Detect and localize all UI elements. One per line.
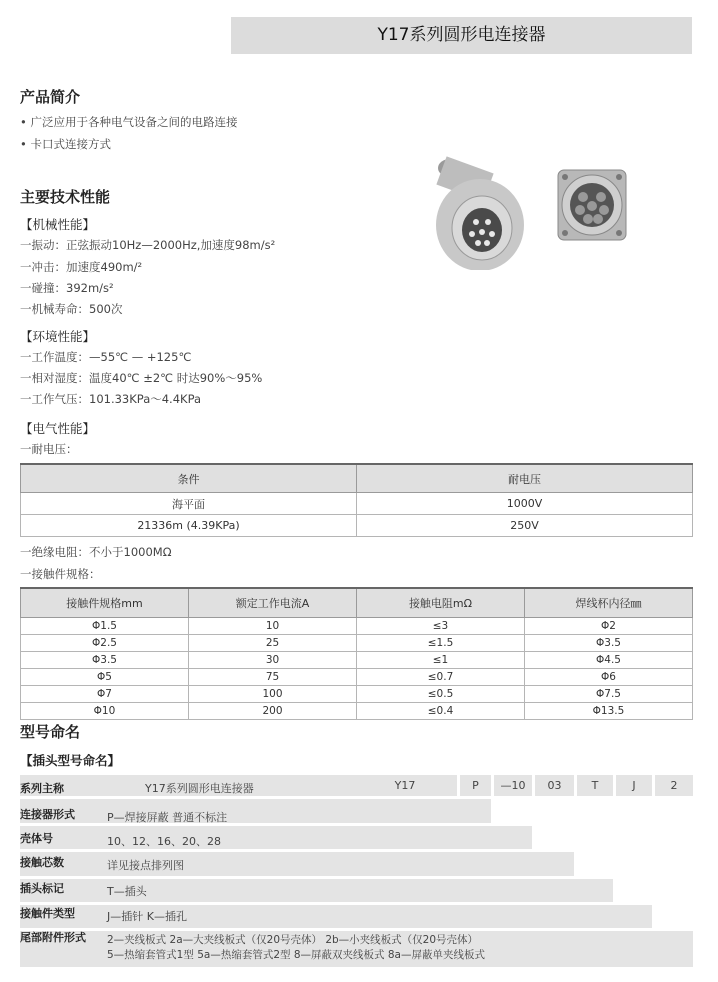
model-heading: 型号命名 bbox=[20, 723, 81, 741]
code-contacts: 03 bbox=[547, 779, 562, 792]
model-label: 壳体号 bbox=[20, 832, 53, 845]
mech-item: 一碰撞：392m/s² bbox=[20, 281, 114, 295]
table-cell: 1000V bbox=[357, 493, 693, 515]
insulation-text: 一绝缘电阻：不小于1000MΩ bbox=[20, 545, 172, 559]
voltage-label: 一耐电压： bbox=[20, 442, 78, 456]
table-cell: 10 bbox=[189, 618, 357, 635]
table-row bbox=[21, 686, 693, 703]
table-cell: 75 bbox=[189, 669, 357, 686]
model-value: 10、12、16、20、28 bbox=[107, 835, 221, 848]
table-cell: Φ3.5 bbox=[21, 652, 189, 669]
model-value: Y17系列圆形电连接器 bbox=[145, 782, 254, 795]
env-item: 一工作气压：101.33KPa～4.4KPa bbox=[20, 392, 202, 406]
table-cell: ≤3 bbox=[357, 618, 525, 635]
table-cell: Φ10 bbox=[21, 703, 189, 720]
table-cell: ≤1.5 bbox=[357, 635, 525, 652]
elec-heading: 【电气性能】 bbox=[20, 421, 96, 436]
contact-label: 一接触件规格： bbox=[20, 567, 101, 581]
table-cell: Φ4.5 bbox=[525, 652, 693, 669]
table-row bbox=[21, 669, 693, 686]
mech-item: 一冲击：加速度490m/² bbox=[20, 260, 143, 274]
table-cell: ≤0.5 bbox=[357, 686, 525, 703]
table-header-row bbox=[21, 464, 693, 493]
table-cell: 200 bbox=[189, 703, 357, 720]
model-value: T—插头 bbox=[107, 885, 147, 898]
table-cell: Φ1.5 bbox=[21, 618, 189, 635]
env-heading: 【环境性能】 bbox=[20, 329, 96, 344]
model-label: 连接器形式 bbox=[20, 808, 75, 821]
table-cell: 25 bbox=[189, 635, 357, 652]
connector-photos bbox=[420, 150, 630, 270]
intro-bullet: • 广泛应用于各种电气设备之间的电路连接 bbox=[20, 115, 238, 129]
intro-bullet: • 卡口式连接方式 bbox=[20, 137, 111, 151]
table-cell: 海平面 bbox=[21, 493, 357, 515]
model-label: 接触件类型 bbox=[20, 907, 75, 920]
mech-heading: 【机械性能】 bbox=[20, 217, 96, 232]
model-value: 详见接点排列图 bbox=[107, 859, 184, 872]
table-cell: 250V bbox=[357, 515, 693, 537]
table-header: 接触电阻mΩ bbox=[357, 588, 525, 618]
mech-item: 一振动：正弦振动10Hz—2000Hz,加速度98m/s² bbox=[20, 238, 276, 252]
table-cell: Φ7.5 bbox=[525, 686, 693, 703]
mech-item: 一机械寿命：500次 bbox=[20, 302, 123, 316]
env-item: 一工作温度：—55℃ — +125℃ bbox=[20, 350, 192, 364]
bullet-icon: • bbox=[20, 115, 31, 129]
table-cell: 21336m (4.39KPa) bbox=[21, 515, 357, 537]
table-row bbox=[21, 515, 693, 537]
table-header: 焊线杯内径㎜ bbox=[525, 588, 693, 618]
model-subheading: 【插头型号命名】 bbox=[20, 753, 121, 768]
table-header: 条件 bbox=[21, 464, 357, 493]
tech-heading: 主要技术性能 bbox=[20, 188, 111, 206]
contact-table bbox=[20, 587, 693, 720]
socket-image bbox=[558, 170, 626, 240]
table-cell: 30 bbox=[189, 652, 357, 669]
title-bar bbox=[231, 17, 692, 54]
table-header-row bbox=[21, 588, 693, 618]
table-cell: ≤1 bbox=[357, 652, 525, 669]
table-header: 耐电压 bbox=[357, 464, 693, 493]
model-label: 插头标记 bbox=[20, 882, 64, 895]
code-tail: 2 bbox=[670, 779, 678, 792]
table-row bbox=[21, 493, 693, 515]
table-cell: 100 bbox=[189, 686, 357, 703]
code-form: P bbox=[472, 779, 479, 792]
voltage-table bbox=[20, 463, 693, 537]
table-cell: Φ2 bbox=[525, 618, 693, 635]
table-cell: Φ5 bbox=[21, 669, 189, 686]
model-label: 尾部附件形式 bbox=[20, 931, 86, 944]
code-contact-type: J bbox=[632, 779, 636, 792]
bullet-icon: • bbox=[20, 137, 31, 151]
table-header: 额定工作电流A bbox=[189, 588, 357, 618]
env-item: 一相对湿度：温度40℃ ±2℃ 时达90%～95% bbox=[20, 371, 263, 385]
model-label: 系列主称 bbox=[20, 782, 64, 795]
model-band bbox=[20, 799, 491, 823]
code-series: Y17 bbox=[394, 779, 416, 792]
table-cell: Φ6 bbox=[525, 669, 693, 686]
model-value: 5—热缩套管式1型 5a—热缩套管式2型 8—屏蔽双夹线板式 8a—屏蔽单夹线板式 bbox=[107, 949, 485, 961]
table-row bbox=[21, 618, 693, 635]
plug-image bbox=[436, 156, 524, 270]
table-row bbox=[21, 635, 693, 652]
model-band bbox=[20, 852, 574, 876]
model-value: J—插针 K—插孔 bbox=[107, 910, 187, 923]
table-header: 接触件规格mm bbox=[21, 588, 189, 618]
intro-heading: 产品简介 bbox=[20, 88, 81, 106]
table-cell: Φ13.5 bbox=[525, 703, 693, 720]
table-cell: ≤0.7 bbox=[357, 669, 525, 686]
table-cell: Φ7 bbox=[21, 686, 189, 703]
table-row bbox=[21, 652, 693, 669]
page-title: Y17系列圆形电连接器 bbox=[377, 25, 546, 45]
model-value: P—焊接屏蔽 普通不标注 bbox=[107, 811, 228, 824]
code-plug: T bbox=[591, 779, 599, 792]
table-cell: Φ3.5 bbox=[525, 635, 693, 652]
model-label: 接触芯数 bbox=[20, 856, 64, 869]
table-cell: Φ2.5 bbox=[21, 635, 189, 652]
table-row bbox=[21, 703, 693, 720]
model-value: 2—夹线板式 2a—大夹线板式（仅20号壳体） 2b—小夹线板式（仅20号壳体） bbox=[107, 934, 479, 946]
model-band bbox=[20, 826, 532, 849]
code-shell: —10 bbox=[500, 779, 526, 792]
table-cell: ≤0.4 bbox=[357, 703, 525, 720]
